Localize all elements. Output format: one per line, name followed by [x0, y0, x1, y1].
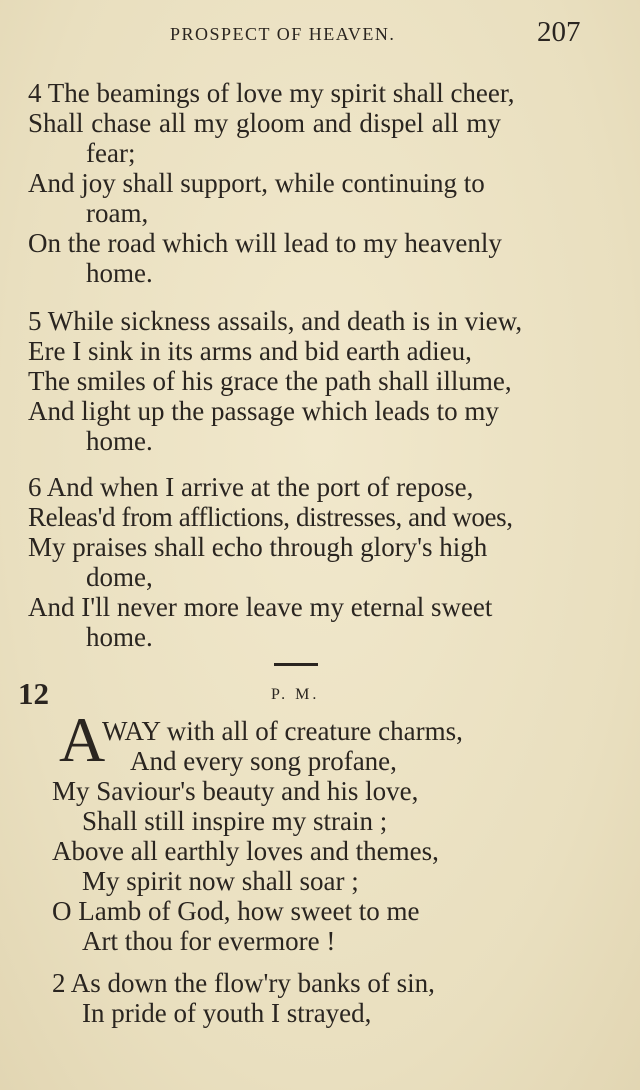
- verse-line: Above all earthly loves and themes,: [52, 836, 439, 866]
- verse-line: My Saviour's beauty and his love,: [52, 776, 419, 806]
- verse-line: 2 As down the flow'ry banks of sin,: [52, 968, 435, 998]
- verse-line: 4 The beamings of love my spirit shall cheer,: [28, 78, 515, 108]
- verse-line: My praises shall echo through glory's high: [28, 532, 488, 562]
- verse-line: Shall chase all my gloom and dispel all my: [28, 108, 501, 138]
- verse-line: fear;: [86, 138, 136, 168]
- verse-line: O Lamb of God, how sweet to me: [52, 896, 420, 926]
- verse-line: In pride of youth I strayed,: [82, 998, 372, 1028]
- verse-line: home.: [86, 258, 153, 288]
- verse-line: roam,: [86, 198, 149, 228]
- verse-line: On the road which will lead to my heavenly: [28, 228, 502, 258]
- page-header: [0, 14, 640, 54]
- verse-line: WAY with all of creature charms,: [102, 716, 463, 746]
- verse-line: dome,: [86, 562, 153, 592]
- running-title: PROSPECT OF HEAVEN.: [170, 24, 396, 44]
- verse-line: My spirit now shall soar ;: [82, 866, 359, 896]
- verse-line: The smiles of his grace the path shall illume,: [28, 366, 512, 396]
- verse-line: 5 While sickness assails, and death is in view,: [28, 306, 523, 336]
- verse-line: home.: [86, 622, 153, 652]
- verse-line: And I'll never more leave my eternal sweet: [28, 592, 493, 622]
- verse-line: And joy shall support, while continuing to: [28, 168, 485, 198]
- hymn-number: 12: [18, 676, 49, 711]
- verse-line: And light up the passage which leads to my: [28, 396, 499, 426]
- verse-line: And every song profane,: [130, 746, 397, 776]
- verse-line: 6 And when I arrive at the port of repose,: [28, 472, 474, 502]
- verse-line: Releas'd from afflictions, distresses, and woes,: [28, 502, 513, 532]
- page-number: 207: [537, 16, 581, 48]
- drop-cap: A: [59, 704, 106, 775]
- verse-line: Art thou for evermore !: [82, 926, 336, 956]
- verse-line: home.: [86, 426, 153, 456]
- hymn-meter: P. M.: [271, 686, 320, 703]
- verse-line: Ere I sink in its arms and bid earth adieu,: [28, 336, 472, 366]
- verse-line: Shall still inspire my strain ;: [82, 806, 388, 836]
- section-divider: [274, 663, 318, 666]
